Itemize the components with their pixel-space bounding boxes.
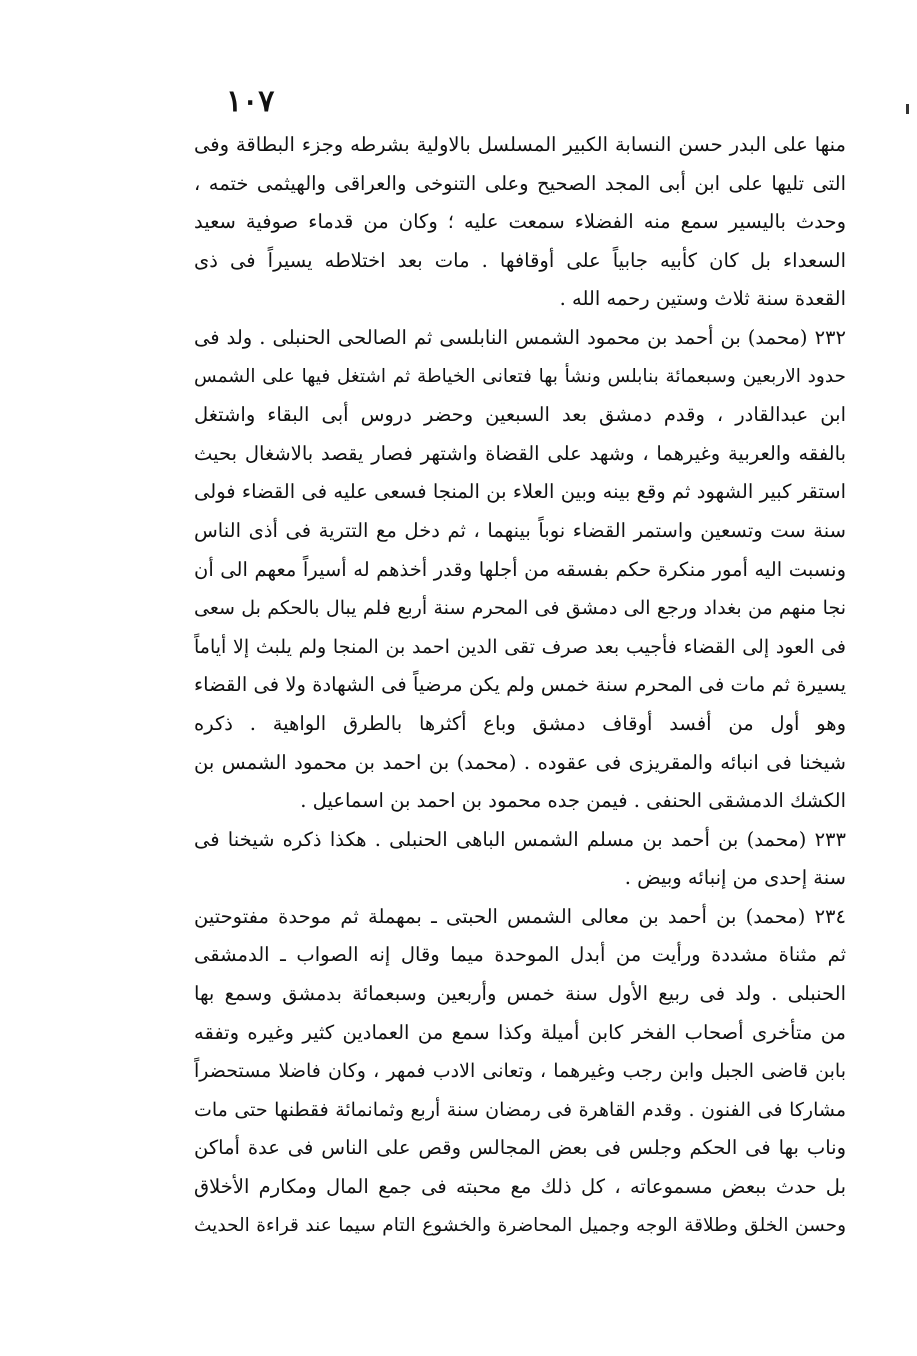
text-line: الكشك الدمشقى الحنفى . فيمن جده محمود بن احمد بن اسماعيل .: [300, 789, 846, 813]
text-line: السعداء بل كان كأبيه جابياً على أوقافها . مات بعد اختلاطه يسيراً فى ذى: [194, 248, 846, 272]
text-line: حدود الاربعين وسبعمائة بنابلس ونشأ بها فتعانى الخياطة ثم اشتغل فيها على الشمس: [194, 365, 846, 387]
text-line: ونسبت اليه أمور منكرة حكم بفسقه من أجلها وقدر أخذهم له أسيراً معهم الى أن: [194, 557, 846, 581]
text-line: نجا منهم من بغداد ورجع الى دمشق فى المحرم سنة أربع فلم يبال بالحكم بل سعى: [194, 597, 846, 620]
text-line: وهو أول من أفسد أوقاف دمشق وباع أكثرها بالطرق الواهية . ذكره: [194, 711, 846, 735]
text-line: الحنبلى . ولد فى ربيع الأول سنة خمس وأربعين وسبعمائة بدمشق وسمع بها: [194, 982, 846, 1006]
text-line: القعدة سنة ثلاث وستين رحمه الله .: [559, 287, 846, 311]
text-line: استقر كبير الشهود ثم وقع بينه وبين العلاء بن المنجا فسعى عليه فى القضاء فولى: [194, 480, 846, 504]
entry-232-start: ٢٣٢ (محمد) بن أحمد بن محمود الشمس النابلسى ثم الصالحى الحنبلى . ولد فى: [194, 325, 846, 349]
text-line: وناب بها فى الحكم وجلس فى بعض المجالس وقص على الناس فى عدة أماكن: [194, 1136, 846, 1160]
text-line: مشاركا فى الفنون . وقدم القاهرة فى رمضان سنة أربع وثمانمائة فقطنها حتى مات: [194, 1098, 846, 1121]
margin-mark: [906, 104, 909, 114]
text-line: بل حدث ببعض مسموعاته ، كل ذلك مع محبته فى جمع المال ومكارم الأخلاق: [194, 1175, 846, 1199]
text-line: وحدث باليسير سمع منه الفضلاء سمعت عليه ؛ وكان من قدماء صوفية سعيد: [194, 210, 846, 234]
text-line: يسيرة ثم مات فى المحرم سنة خمس ولم يكن مرضياً فى الشهادة ولا فى القضاء: [194, 673, 846, 697]
page-number: ١٠٧: [226, 84, 275, 119]
text-line: سنة ست وتسعين واستمر القضاء نوباً بينهما ، ثم دخل مع التترية فى أذى الناس: [194, 518, 846, 542]
text-line: ثم مثناة مشددة ورأيت من أبدل الموحدة ميما وقال إنه الصواب ـ الدمشقى: [194, 943, 846, 967]
entry-234-start: ٢٣٤ (محمد) بن أحمد بن معالى الشمس الحبتى ـ بمهملة ثم موحدة مفتوحتين: [194, 904, 846, 928]
text-line: بابن قاضى الجبل وابن رجب وغيرهما ، وتعانى الادب فمهر ، وكان فاضلا مستحضراً: [194, 1060, 846, 1083]
text-line: فى العود إلى القضاء فأجيب بعد صرف تقى الدين احمد بن المنجا ولم يلبث إلا أياماً: [194, 635, 846, 658]
text-line: ابن عبدالقادر ، وقدم دمشق بعد السبعين وحضر دروس أبى البقاء واشتغل: [194, 403, 846, 427]
text-line: من متأخرى أصحاب الفخر كابن أميلة وكذا سمع من العمادين كثير وغيره وتفقه: [194, 1020, 846, 1044]
text-line: بالفقه والعربية وغيرهما ، وشهد على القضاة واشتهر فصار يقصد بالاشغال بحيث: [194, 441, 846, 465]
text-line: وحسن الخلق وطلاقة الوجه وجميل المحاضرة والخشوع التام سيما عند قراءة الحديث: [194, 1214, 846, 1236]
text-line: التى تليها على ابن أبى المجد الصحيح وعلى التنوخى والعراقى والهيثمى ختمه ،: [194, 171, 846, 195]
text-line: شيخنا فى انبائه والمقريزى فى عقوده . (محمد) بن احمد بن محمود الشمس بن: [194, 750, 846, 774]
text-line: منها على البدر حسن النسابة الكبير المسلسل بالاولية بشرطه وجزء البطاقة وفى: [194, 133, 846, 156]
text-line: سنة إحدى من إنبائه وبيض .: [624, 866, 846, 890]
entry-233-start: ٢٣٣ (محمد) بن أحمد بن مسلم الشمس الباهى الحنبلى . هكذا ذكره شيخنا فى: [194, 827, 846, 851]
body-text: [194, 126, 846, 1245]
